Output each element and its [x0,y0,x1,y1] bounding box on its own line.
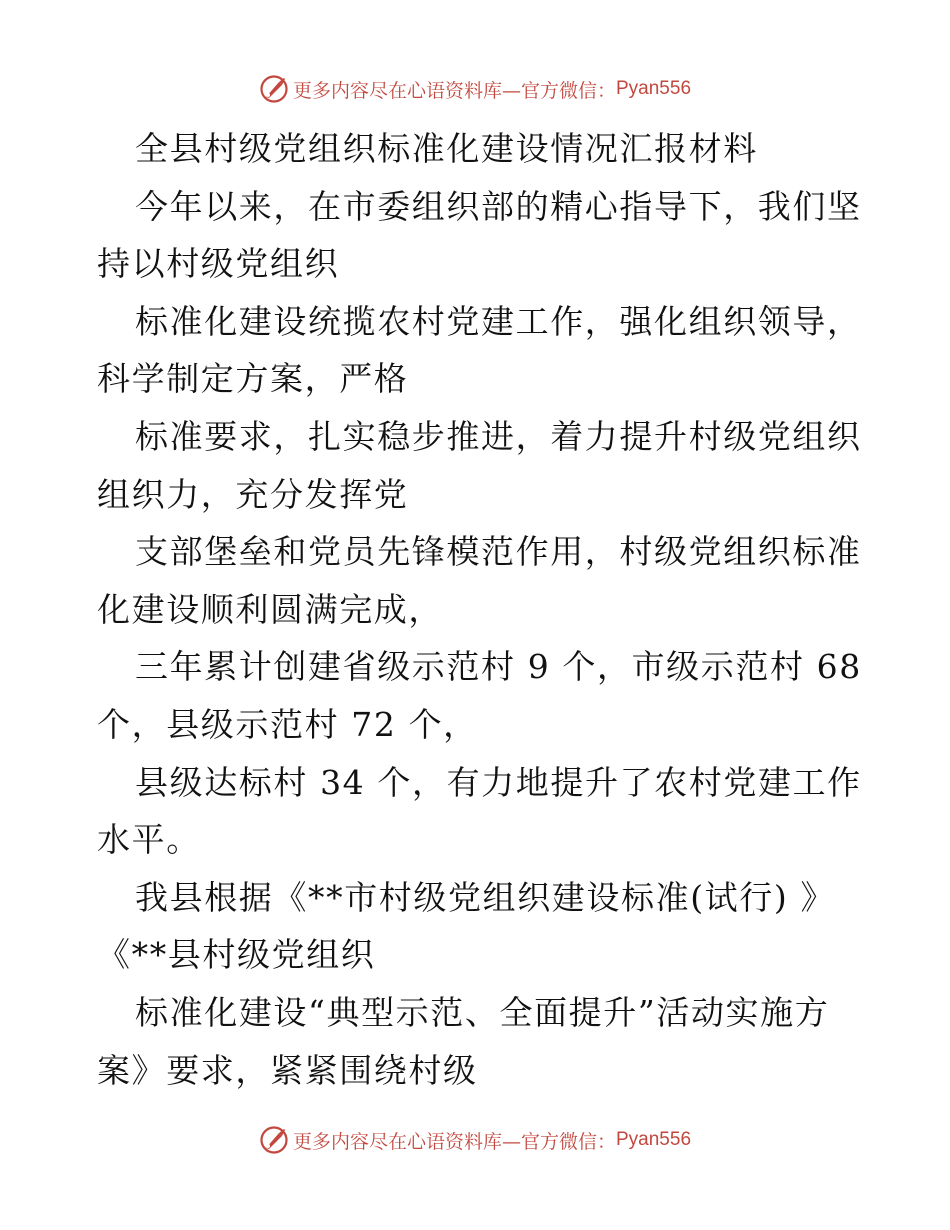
text-line: 持以村级党组织 [97,244,340,284]
text-line: 案》要求，紧紧围绕村级 [97,1050,478,1090]
document-title: 全县村级党组织标准化建设情况汇报材料 [135,129,758,168]
text-line: 《**县村级党组织 [97,935,376,975]
text-line: 标准化建设“典型示范、全面提升”活动实施方 [135,992,830,1032]
watermark-text: 更多内容尽在心语资料库—官方微信： [292,1130,616,1153]
text-line: 支部堡垒和党员先锋模范作用，村级党组织标准 [135,532,862,572]
text-line: 今年以来，在市委组织部的精心指导下，我们坚 [135,186,862,226]
quill-pen-circle-icon [259,74,289,104]
text-line: 标准要求，扎实稳步推进，着力提升村级党组织 [135,416,862,456]
quill-pen-circle-icon [259,1125,289,1155]
watermark-text: 更多内容尽在心语资料库—官方微信： [292,79,616,102]
watermark-wechat-id: Pyan556 [616,1129,692,1150]
text-line: 水平。 [97,820,201,860]
text-line: 我县根据《**市村级党组织建设标准(试行) 》 [135,877,836,917]
document-body [97,120,862,1099]
watermark-wechat-id: Pyan556 [616,78,692,99]
text-line: 个，县级示范村 72 个， [97,704,478,744]
text-line: 组织力，充分发挥党 [97,474,409,514]
footer-watermark [0,1123,950,1157]
text-line: 三年累计创建省级示范村 9 个，市级示范村 68 [135,647,862,687]
text-line: 县级达标村 34 个，有力地提升了农村党建工作 [135,762,862,802]
text-line: 科学制定方案，严格 [97,359,409,399]
header-watermark [0,72,950,106]
text-line: 化建设顺利圆满完成， [97,589,443,629]
text-line: 标准化建设统揽农村党建工作，强化组织领导， [135,301,862,341]
